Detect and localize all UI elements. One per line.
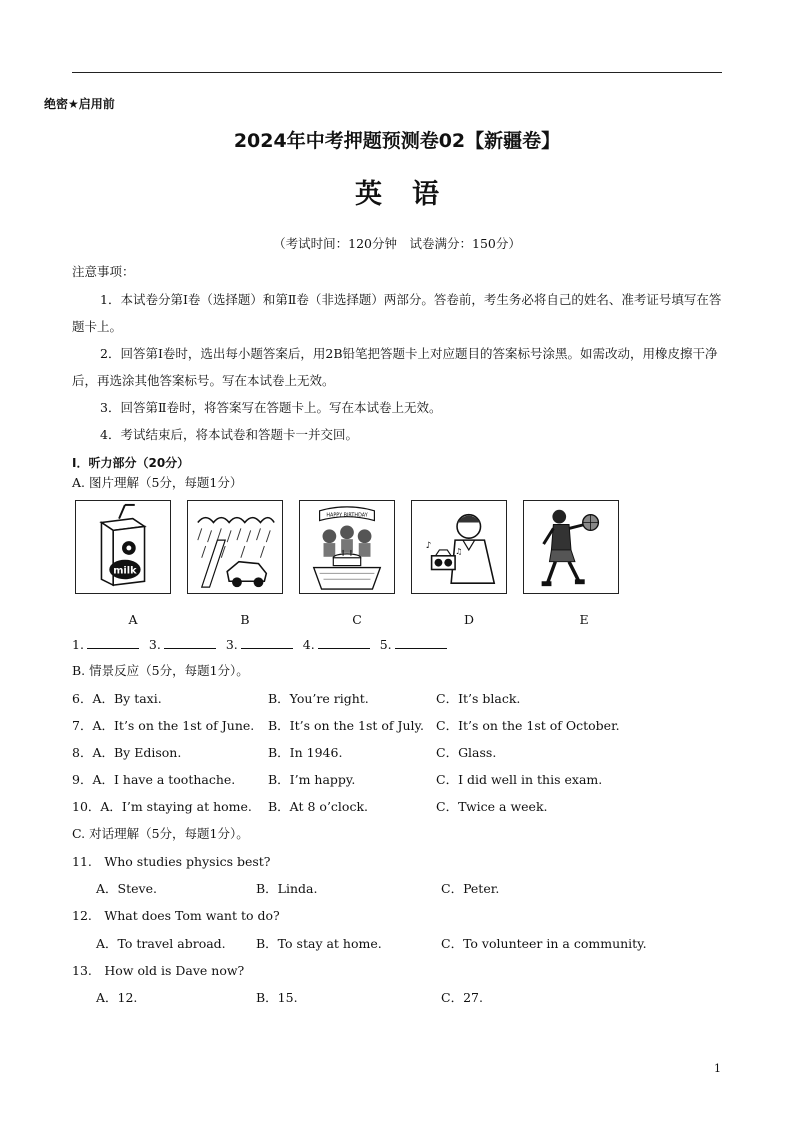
answer-blanks-row — [72, 636, 453, 652]
note-item-4: 4．考试结束后，将本试卷和答题卡一并交回。 — [100, 427, 358, 442]
question-row — [72, 689, 162, 707]
blank-label: 1. — [72, 637, 84, 652]
question-text: 11. Who studies physics best? — [72, 854, 271, 869]
svg-text:HAPPY BIRTHDAY: HAPPY BIRTHDAY — [326, 512, 368, 519]
boy-with-radio-icon — [412, 501, 506, 593]
option-b: B．You’re right. — [268, 691, 369, 706]
svg-text:♫: ♫ — [455, 546, 463, 556]
svg-text:milk: milk — [113, 565, 137, 577]
question-number: 9． — [72, 772, 93, 787]
picture-b — [187, 500, 283, 594]
question-number: 8． — [72, 745, 93, 760]
option-a: A．I have a toothache. — [92, 772, 236, 787]
question-number: 6． — [72, 691, 93, 706]
option-a: A．It’s on the 1st of June. — [92, 718, 255, 733]
option-b: B．It’s on the 1st of July. — [268, 718, 424, 733]
picture-e — [523, 500, 619, 594]
option-b: B．In 1946. — [268, 745, 343, 760]
answer-blank[interactable] — [87, 636, 139, 649]
picture-label-a: A — [128, 612, 138, 627]
option-a: A．12. — [96, 990, 138, 1005]
section-c-title: C. 对话理解（5分，每题1分）。 — [72, 826, 249, 841]
option-c: C．Glass. — [436, 745, 497, 760]
picture-a — [75, 500, 171, 594]
question-row — [72, 743, 181, 761]
rainy-traffic-icon — [188, 501, 282, 593]
answer-blank[interactable] — [241, 636, 293, 649]
picture-label-c: C — [352, 612, 362, 627]
picture-label-b: B — [240, 612, 250, 627]
option-a: A．By taxi. — [92, 691, 162, 706]
option-c: C．27. — [441, 990, 483, 1005]
blank-label: 3. — [225, 637, 238, 652]
option-a: A．I’m staying at home. — [100, 799, 252, 814]
blank-label: 3. — [148, 637, 161, 652]
note-item-1: 1．本试卷分第Ⅰ卷（选择题）和第Ⅱ卷（非选择题）两部分。答卷前，考生务必将自己的姓名、准考证号填写在答题卡上。 — [72, 292, 722, 334]
option-b: B．15. — [256, 990, 298, 1005]
blank-label: 5. — [379, 637, 392, 652]
option-a: A．Steve. — [96, 881, 157, 896]
picture-c — [299, 500, 395, 594]
option-c: C．Peter. — [441, 881, 500, 896]
option-a: A．By Edison. — [92, 745, 182, 760]
header-rule — [72, 72, 722, 73]
question-row — [72, 716, 254, 734]
basketball-player-icon — [524, 501, 618, 593]
notes-title: 注意事项： — [72, 264, 135, 279]
question-number: 10． — [72, 799, 101, 814]
note-item-2: 2．回答第Ⅰ卷时，选出每小题答案后，用2B铅笔把答题卡上对应题目的答案标号涂黑。如需改动，用橡皮擦干净后，再选涂其他答案标号。写在本试卷上无效。 — [72, 346, 718, 388]
picture-label-d: D — [463, 612, 475, 627]
question-row — [72, 797, 252, 815]
subject-title: 英语 — [355, 179, 469, 210]
exam-title: 2024年中考押题预测卷02【新疆卷】 — [233, 130, 561, 152]
question-number: 7． — [72, 718, 93, 733]
exam-time-info: （考试时间：120分钟 试卷满分：150分） — [273, 236, 521, 251]
answer-blank[interactable] — [318, 636, 370, 649]
picture-label-e: E — [579, 612, 589, 627]
answer-blank[interactable] — [395, 636, 447, 649]
question-row — [72, 770, 235, 788]
picture-row — [75, 500, 635, 600]
section-b-title: B. 情景反应（5分，每题1分）。 — [72, 663, 249, 678]
option-c: C．It’s on the 1st of October. — [436, 718, 620, 733]
question-text: 12. What does Tom want to do? — [72, 908, 280, 923]
option-b: B．Linda. — [256, 881, 318, 896]
option-b: B．At 8 o’clock. — [268, 799, 368, 814]
section-a-title: A. 图片理解（5分，每题1分） — [72, 475, 243, 490]
page-number: 1 — [714, 1062, 721, 1075]
option-c: C．It’s black. — [436, 691, 521, 706]
part1-title: Ⅰ．听力部分（20分） — [72, 456, 190, 470]
confidential-label: 绝密★启用前 — [44, 97, 115, 111]
birthday-cake-icon — [300, 501, 394, 593]
option-b: B．To stay at home. — [256, 936, 382, 951]
option-c: C．I did well in this exam. — [436, 772, 603, 787]
milk-carton-icon — [76, 501, 170, 593]
option-c: C．To volunteer in a community. — [441, 936, 647, 951]
option-b: B．I’m happy. — [268, 772, 356, 787]
picture-d — [411, 500, 507, 594]
blank-label: 4. — [302, 637, 315, 652]
svg-text:♪: ♪ — [425, 540, 432, 551]
option-c: C．Twice a week. — [436, 799, 548, 814]
option-a: A．To travel abroad. — [96, 936, 226, 951]
answer-blank[interactable] — [164, 636, 216, 649]
question-text: 13. How old is Dave now? — [72, 963, 245, 978]
note-item-3: 3．回答第Ⅱ卷时，将答案写在答题卡上。写在本试卷上无效。 — [100, 400, 442, 415]
